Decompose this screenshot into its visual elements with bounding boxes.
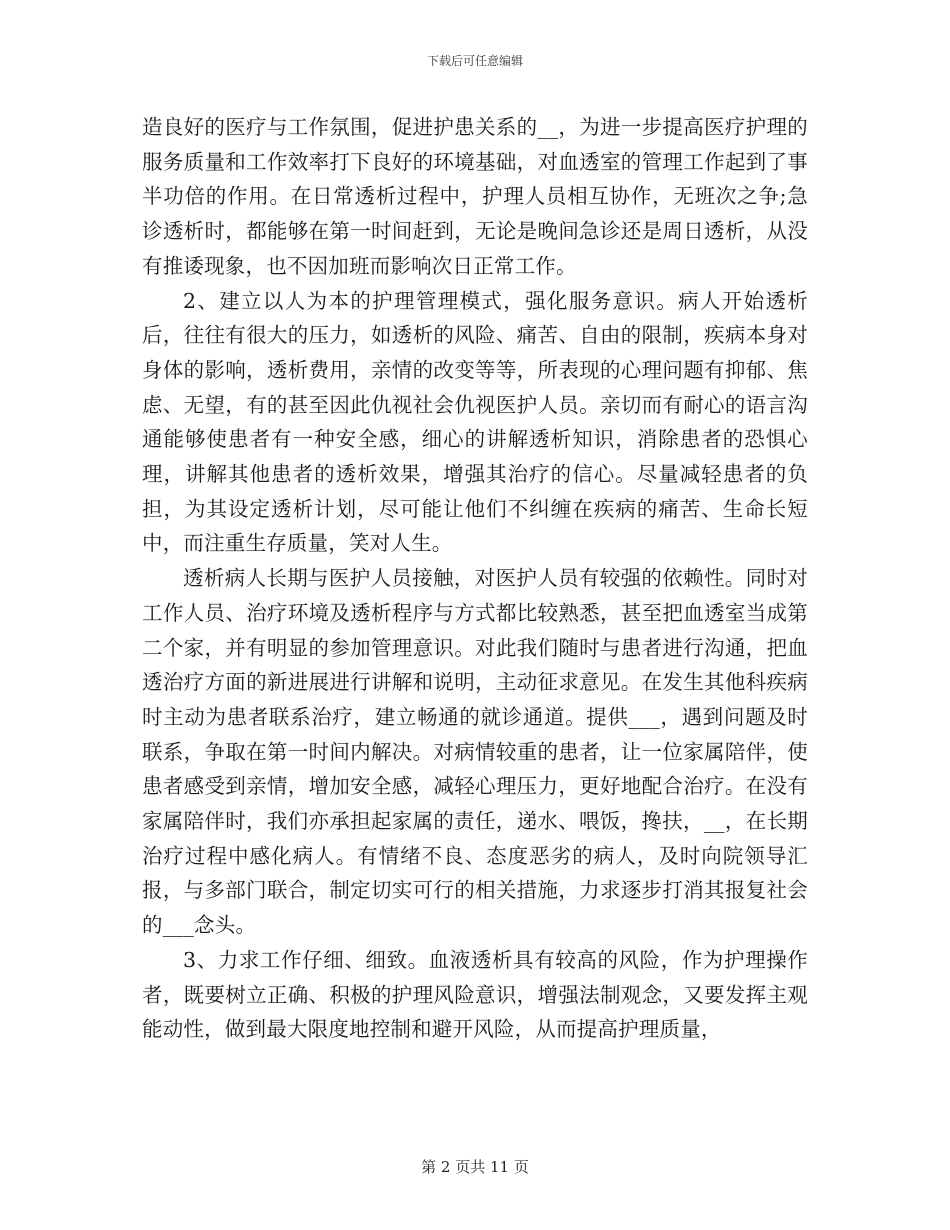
paragraph-continuation: 造良好的医疗与工作氛围，促进护患关系的__，为进一步提高医疗护理的服务质量和工作效率打下良好的环境基础，对血透室的管理工作起到了事半功倍的作用。在日常透析过程中，护理人员相互协作，无班次之争;急诊透析时，都能够在第一时间赶到，无论是晚间急诊还是周日透析，从没有推诿现象，也不因加班而影响次日正常工作。 bbox=[142, 115, 808, 278]
paragraph-dependency: 透析病人长期与医护人员接触，对医护人员有较强的依赖性。同时对工作人员、治疗环境及透析程序与方式都比较熟悉，甚至把血透室当成第二个家，并有明显的参加管理意识。对此我们随时与患者进行沟通，把血透治疗方面的新进展进行讲解和说明，主动征求意见。在发生其他科疾病时主动为患者联系治疗，建立畅通的就诊通道。提供___，遇到问题及时联系，争取在第一时间内解决。对病情较重的患者，让一位家属陪伴，使患者感受到亲情，增加安全感，减轻心理压力，更好地配合治疗。在没有家属陪伴时，我们亦承担起家属的责任，递水、喂饭，搀扶，__，在长期治疗过程中感化病人。有情绪不良、态度恶劣的病人，及时向院领导汇报，与多部门联合，制定切实可行的相关措施，力求逐步打消其报复社会的___念头。 bbox=[142, 566, 808, 938]
paragraph-section-2: 2、建立以人为本的护理管理模式，强化服务意识。病人开始透析后，往往有很大的压力，如透析的风险、痛苦、自由的限制，疾病本身对身体的影响，透析费用，亲情的改变等等，所表现的心理问题有抑郁、焦虑、无望，有的甚至因此仇视社会仇视医护人员。亲切而有耐心的语言沟通能够使患者有一种安全感，细心的讲解透析知识，消除患者的恐惧心理，讲解其他患者的透析效果，增强其治疗的信心。尽量减轻患者的负担，为其设定透析计划，尽可能让他们不纠缠在疾病的痛苦、生命长短中，而注重生存质量，笑对人生。 bbox=[142, 288, 808, 556]
document-body bbox=[142, 110, 808, 1047]
page-header: 下载后可任意编辑 bbox=[426, 54, 523, 68]
page-footer: 第 2 页共 11 页 bbox=[421, 1158, 529, 1176]
paragraph-section-3: 3、力求工作仔细、细致。血液透析具有较高的风险，作为护理操作者，既要树立正确、积极的护理风险意识，增强法制观念，又要发挥主观能动性，做到最大限度地控制和避开风险，从而提高护理质量， bbox=[142, 947, 808, 1042]
